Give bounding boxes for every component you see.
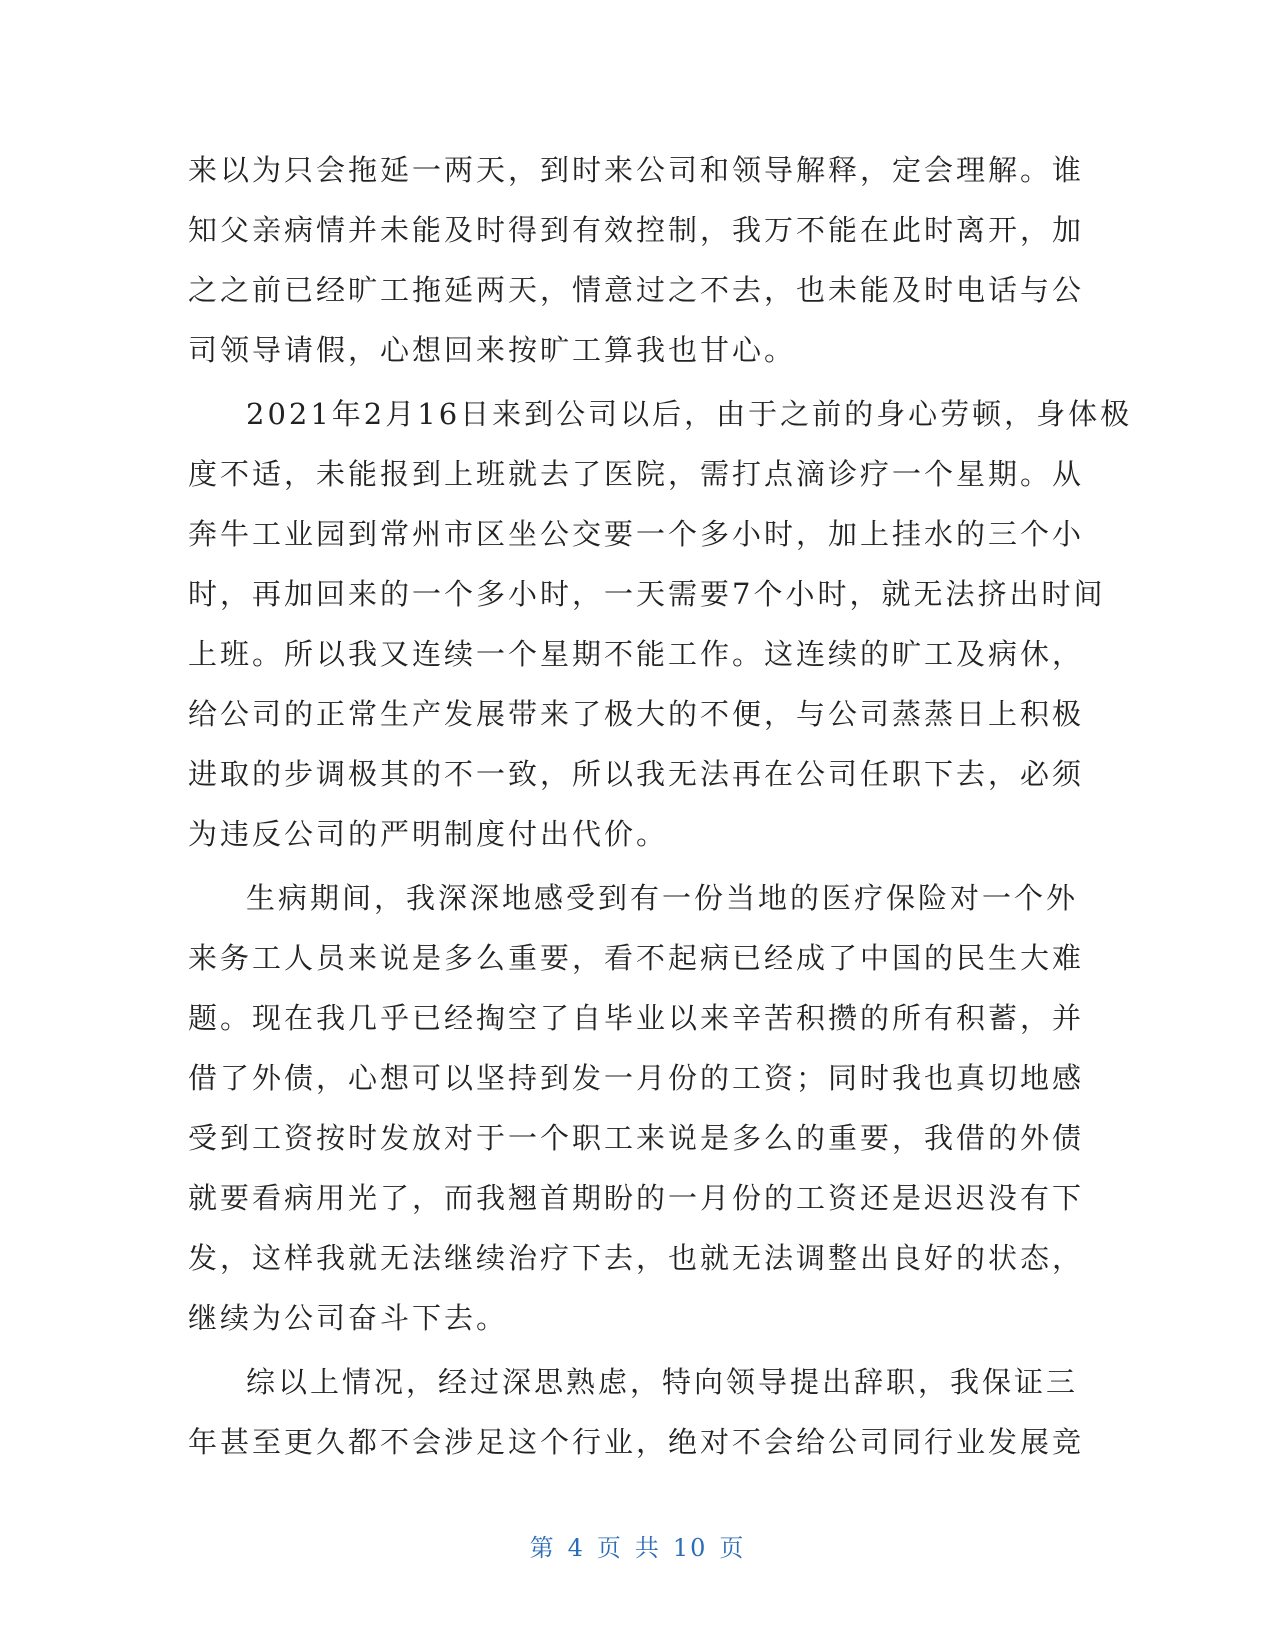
paragraph-line: 奔牛工业园到常州市区坐公交要一个多小时，加上挂水的三个小 bbox=[188, 517, 1085, 551]
paragraph-line: 继续为公司奋斗下去。 bbox=[188, 1301, 509, 1335]
footer-label-total: 共 bbox=[634, 1534, 661, 1562]
document-body bbox=[188, 140, 1133, 1472]
paragraph-line: 综以上情况，经过深思熟虑，特向领导提出辞职，我保证三 bbox=[246, 1365, 1079, 1399]
footer-label-page-unit: 页 bbox=[596, 1534, 623, 1562]
paragraph-line: 年甚至更久都不会涉足这个行业，绝对不会给公司同行业发展竞 bbox=[188, 1425, 1085, 1459]
paragraph-line: 为违反公司的严明制度付出代价。 bbox=[188, 817, 669, 851]
paragraph-line: 来务工人员来说是多么重要，看不起病已经成了中国的民生大难 bbox=[188, 941, 1085, 975]
footer-current-page: 4 bbox=[567, 1534, 585, 1562]
footer-total-pages: 10 bbox=[672, 1534, 708, 1562]
paragraph-line: 时，再加回来的一个多小时，一天需要7个小时，就无法挤出时间 bbox=[188, 577, 1106, 611]
paragraph-line: 知父亲病情并未能及时得到有效控制，我万不能在此时离开，加 bbox=[188, 213, 1085, 247]
footer-label-total-unit: 页 bbox=[719, 1534, 746, 1562]
page-footer bbox=[0, 1528, 1275, 1563]
paragraph-line: 生病期间，我深深地感受到有一份当地的医疗保险对一个外 bbox=[246, 881, 1079, 915]
paragraph-line: 来以为只会拖延一两天，到时来公司和领导解释，定会理解。谁 bbox=[188, 153, 1085, 187]
paragraph-line: 就要看病用光了，而我翘首期盼的一月份的工资还是迟迟没有下 bbox=[188, 1181, 1085, 1215]
paragraph-line: 受到工资按时发放对于一个职工来说是多么的重要，我借的外债 bbox=[188, 1121, 1085, 1155]
paragraph-line: 给公司的正常生产发展带来了极大的不便，与公司蒸蒸日上积极 bbox=[188, 697, 1085, 731]
paragraph-line: 上班。所以我又连续一个星期不能工作。这连续的旷工及病休， bbox=[188, 637, 1085, 671]
paragraph-line: 进取的步调极其的不一致，所以我无法再在公司任职下去，必须 bbox=[188, 757, 1085, 791]
paragraph-line: 司领导请假，心想回来按旷工算我也甘心。 bbox=[188, 333, 797, 367]
paragraph-line: 之之前已经旷工拖延两天，情意过之不去，也未能及时电话与公 bbox=[188, 273, 1085, 307]
paragraph-line: 2021年2月16日来到公司以后，由于之前的身心劳顿，身体极 bbox=[246, 397, 1133, 431]
paragraph-line: 度不适，未能报到上班就去了医院，需打点滴诊疗一个星期。从 bbox=[188, 457, 1085, 491]
paragraph-line: 发，这样我就无法继续治疗下去，也就无法调整出良好的状态， bbox=[188, 1241, 1085, 1275]
footer-label-page: 第 bbox=[529, 1534, 556, 1562]
paragraph-line: 借了外债，心想可以坚持到发一月份的工资；同时我也真切地感 bbox=[188, 1061, 1085, 1095]
paragraph-line: 题。现在我几乎已经掏空了自毕业以来辛苦积攒的所有积蓄，并 bbox=[188, 1001, 1085, 1035]
